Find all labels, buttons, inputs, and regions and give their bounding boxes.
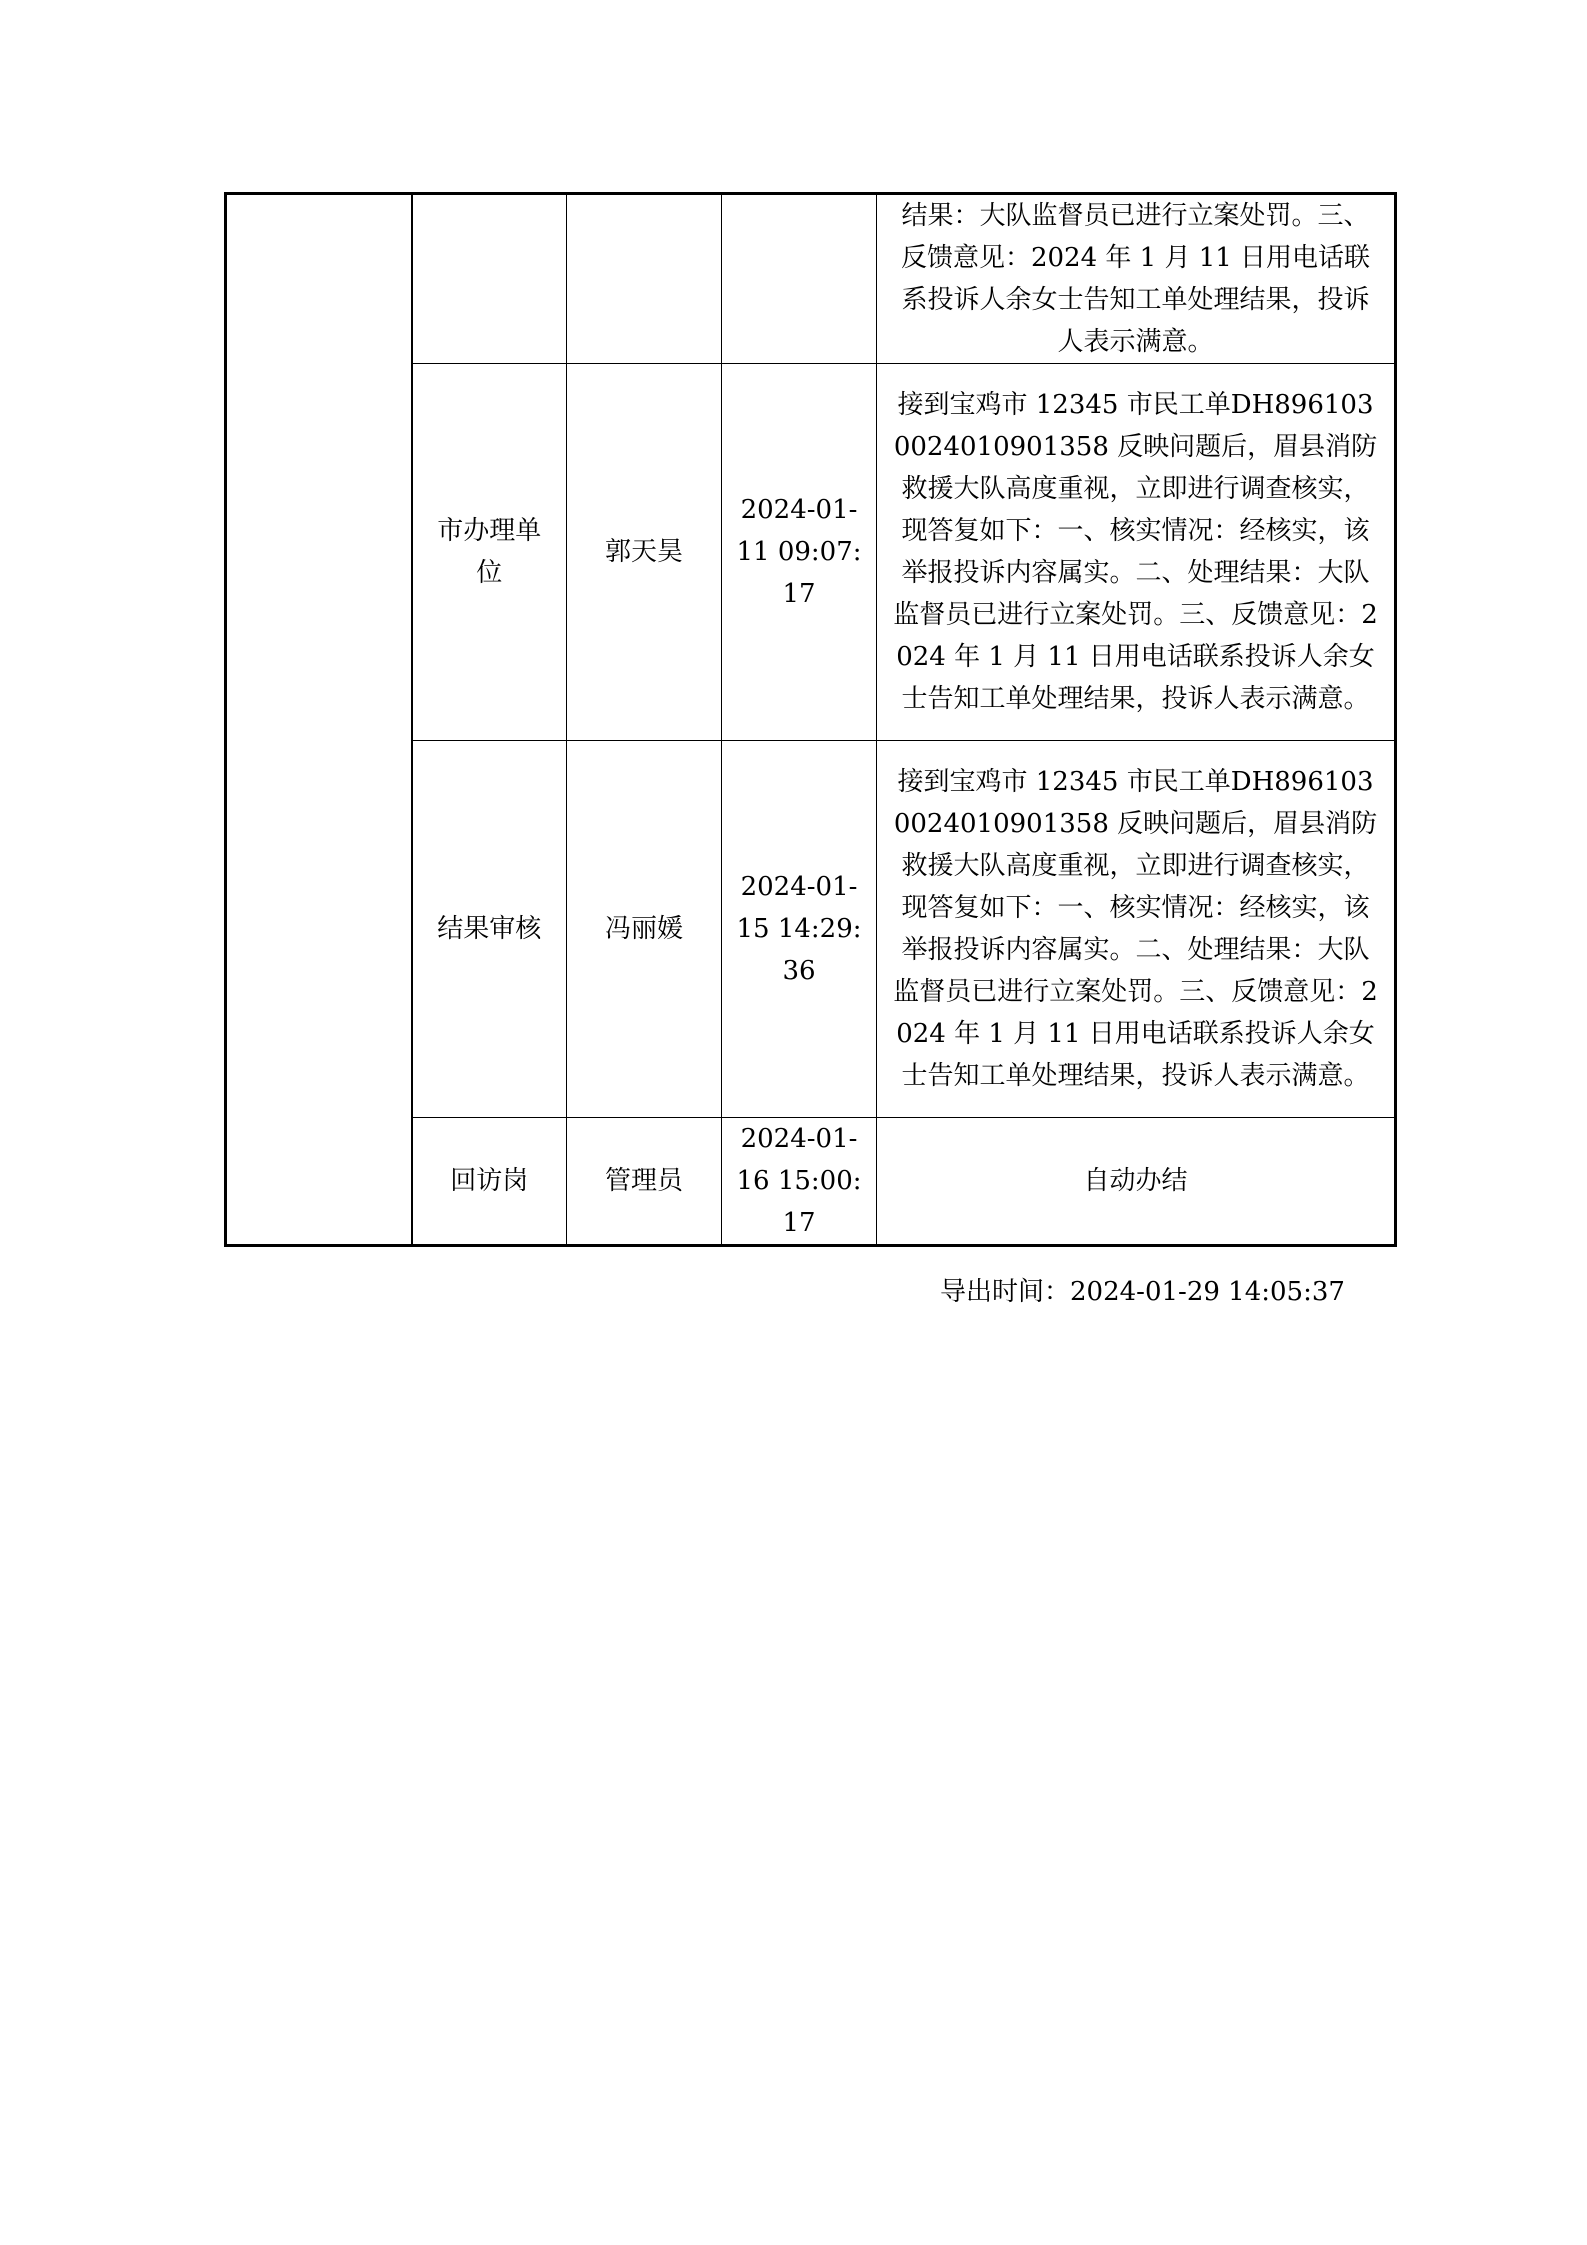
handler-cell	[567, 194, 722, 364]
time-cell	[722, 194, 877, 364]
table-row	[226, 194, 1396, 364]
stage-cell: 市办理单位	[412, 364, 567, 741]
opinion-cell: 结果：大队监督员已进行立案处罚。三、反馈意见：2024 年 1 月 11 日用电话联系投诉人余女士告知工单处理结果，投诉人表示满意。	[877, 194, 1396, 364]
export-time: 导出时间：2024-01-29 14:05:37	[940, 1277, 1345, 1307]
opinion-cell: 自动办结	[877, 1118, 1396, 1246]
merged-section-cell	[226, 194, 412, 1246]
handler-cell: 郭天昊	[567, 364, 722, 741]
opinion-cell: 接到宝鸡市 12345 市民工单DH8961030024010901358 反映问题后，眉县消防救援大队高度重视，立即进行调查核实，现答复如下：一、核实情况：经核实，该举报投诉内容属实。二、处理结果：大队监督员已进行立案处罚。三、反馈意见：2024 年 1 月 11 日用电话联系投诉人余女士告知工单处理结果，投诉人表示满意。	[877, 741, 1396, 1118]
stage-cell: 结果审核	[412, 741, 567, 1118]
stage-cell	[412, 194, 567, 364]
opinion-cell: 接到宝鸡市 12345 市民工单DH8961030024010901358 反映问题后，眉县消防救援大队高度重视，立即进行调查核实，现答复如下：一、核实情况：经核实，该举报投诉内容属实。二、处理结果：大队监督员已进行立案处罚。三、反馈意见：2024 年 1 月 11 日用电话联系投诉人余女士告知工单处理结果，投诉人表示满意。	[877, 364, 1396, 741]
time-cell: 2024-01-11 09:07:17	[722, 364, 877, 741]
handler-cell: 管理员	[567, 1118, 722, 1246]
time-cell: 2024-01-16 15:00:17	[722, 1118, 877, 1246]
handler-cell: 冯丽媛	[567, 741, 722, 1118]
stage-cell: 回访岗	[412, 1118, 567, 1246]
process-record-table	[224, 192, 1397, 1247]
time-cell: 2024-01-15 14:29:36	[722, 741, 877, 1118]
